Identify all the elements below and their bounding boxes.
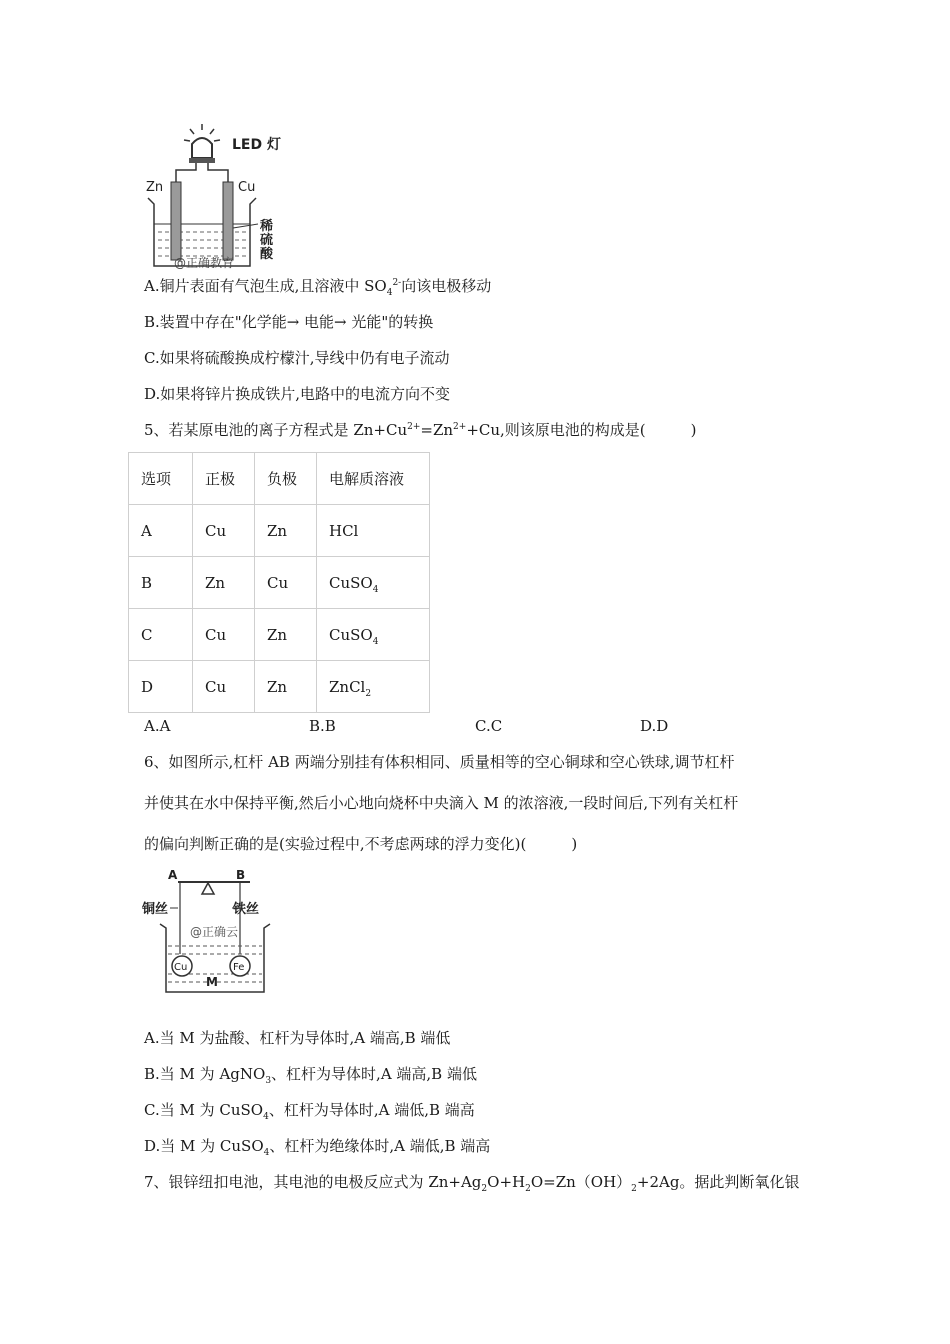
acid-label-2: 硫	[260, 233, 274, 248]
table-header: 电解质溶液	[317, 453, 430, 505]
table-row	[129, 557, 430, 609]
table-cell: HCl	[317, 505, 430, 557]
q6-option-a: A.当 M 为盐酸、杠杆为导体时,A 端高,B 端低	[144, 1029, 451, 1047]
watermark: @正确教育	[174, 256, 235, 270]
q6-question-line-3: 的偏向判断正确的是(实验过程中,不考虑两球的浮力变化)( )	[144, 835, 578, 853]
table-cell: B	[129, 557, 193, 609]
table-cell: Cu	[255, 557, 317, 609]
table-cell: Cu	[193, 609, 255, 661]
q5-answer-d: D.D	[640, 717, 669, 735]
q5-answer-b: B.B	[309, 717, 336, 735]
table-header: 正极	[193, 453, 255, 505]
q4-option-a: A.铜片表面有气泡生成,且溶液中 $SO_4^{2-}$向该电极移动	[144, 277, 492, 298]
table-cell: CuSO$_4$	[317, 609, 430, 661]
q5-question: 5、若某原电池的离子方程式是 $Zn+Cu^{2+}=Zn^{2+}+Cu$,则该原电池的构成是( )	[144, 421, 697, 439]
q6-option-b: B.当 M 为 AgNO$_3$、杠杆为导体时,A 端高,B 端低	[144, 1065, 477, 1086]
q4-option-c: C.如果将硫酸换成柠檬汁,导线中仍有电子流动	[144, 349, 450, 367]
galvanic-cell-figure	[140, 120, 300, 275]
q6-option-c: C.当 M 为 CuSO$_4$、杠杆为导体时,A 端低,B 端高	[144, 1101, 475, 1122]
q5-answer-a: A.A	[144, 717, 171, 735]
table-row	[129, 505, 430, 557]
watermark: @正确云	[190, 925, 239, 939]
table-cell: C	[129, 609, 193, 661]
q4-option-d: D.如果将锌片换成铁片,电路中的电流方向不变	[144, 385, 451, 403]
table-row	[129, 661, 430, 713]
fulcrum-icon	[202, 883, 214, 894]
table-cell: Zn	[193, 557, 255, 609]
table-cell: Zn	[255, 505, 317, 557]
table-header: 负极	[255, 453, 317, 505]
q7-question: 7、银锌纽扣电池，其电池的电极反应式为 $Zn+Ag_2O+H_2O=Zn(OH)_2+2Ag$。据此判断氧化银	[144, 1173, 800, 1194]
lever-figure	[140, 862, 280, 998]
q5-answer-c: C.C	[475, 717, 503, 735]
q5-options-table	[128, 452, 430, 713]
cu-electrode	[223, 182, 233, 260]
copper-wire-label: 铜丝	[142, 902, 169, 917]
table-cell: A	[129, 505, 193, 557]
table-cell: Zn	[255, 661, 317, 713]
led-label: LED 灯	[232, 137, 281, 153]
acid-label-3: 酸	[260, 247, 274, 262]
cu-ball-label: Cu	[174, 962, 188, 973]
zn-electrode-label: Zn	[146, 180, 164, 195]
m-label: M	[206, 975, 218, 989]
table-cell: ZnCl$_2$	[317, 661, 430, 713]
zn-electrode	[171, 182, 181, 260]
table-header: 选项	[129, 453, 193, 505]
table-header-row	[129, 453, 430, 505]
acid-label-1: 稀	[260, 219, 274, 234]
table-cell: Cu	[193, 505, 255, 557]
table-cell: D	[129, 661, 193, 713]
table-row	[129, 609, 430, 661]
fe-ball-label: Fe	[233, 962, 245, 973]
q6-question-line-2: 并使其在水中保持平衡,然后小心地向烧杯中央滴入 M 的浓溶液,一段时间后,下列有关杠杆	[144, 794, 739, 812]
table-cell: CuSO$_4$	[317, 557, 430, 609]
lever-end-b-label: B	[236, 868, 246, 882]
table-cell: Zn	[255, 609, 317, 661]
cu-electrode-label: Cu	[238, 180, 256, 195]
table-cell: Cu	[193, 661, 255, 713]
q6-option-d: D.当 M 为 CuSO$_4$、杠杆为绝缘体时,A 端低,B 端高	[144, 1137, 491, 1158]
lever-end-a-label: A	[168, 868, 178, 882]
q4-option-b: B.装置中存在"化学能→ 电能→ 光能"的转换	[144, 313, 434, 331]
led-bulb-icon	[192, 138, 212, 158]
q6-question-line-1: 6、如图所示,杠杆 AB 两端分别挂有体积相同、质量相等的空心铜球和空心铁球,调节杠杆	[144, 753, 735, 771]
iron-wire-label: 铁丝	[233, 902, 260, 917]
